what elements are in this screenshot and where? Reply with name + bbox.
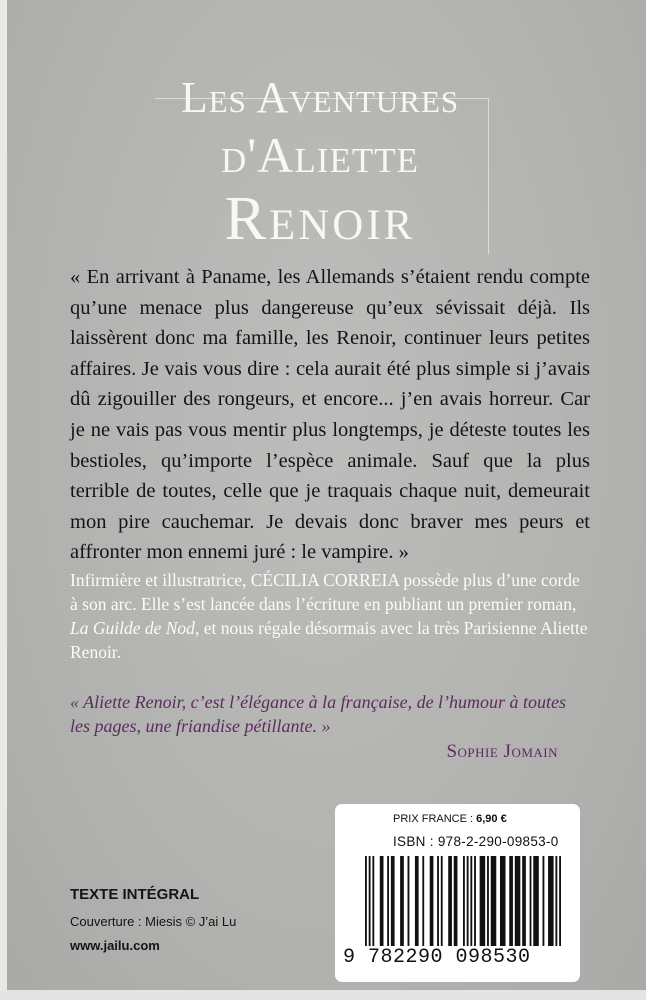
barcode-bar <box>533 856 539 946</box>
barcode-bar <box>500 856 506 946</box>
bio-text-before: Infirmière et illustratrice, CÉCILIA CORREIA possède plus d’une corde à son arc. Elle s’est lancée dans l’écriture en publiant un premier roman, <box>70 570 580 614</box>
barcode-bars <box>363 856 563 948</box>
barcode-bar <box>400 856 404 946</box>
barcode-bar <box>480 856 486 946</box>
texte-integral-label: TEXTE INTÉGRAL <box>70 886 200 903</box>
barcode-bar <box>408 856 410 946</box>
barcode-bar <box>487 856 489 946</box>
barcode-bar <box>543 856 545 946</box>
barcode-bar <box>387 856 389 946</box>
cover-credit: Couverture : Miesis © J’ai Lu <box>70 914 237 929</box>
barcode-bar <box>437 856 439 946</box>
title-line-3: Renoir <box>224 185 416 253</box>
barcode-bar <box>470 856 472 946</box>
title-line-1: Les Aventures <box>180 73 460 122</box>
barcode-bar <box>448 856 452 946</box>
barcode-bar <box>509 856 513 946</box>
barcode-bar <box>391 856 395 946</box>
barcode-bar <box>415 856 419 946</box>
price-line <box>393 813 507 825</box>
barcode-bar <box>559 856 561 946</box>
barcode-bar <box>522 856 526 946</box>
barcode-bar <box>548 856 554 946</box>
publisher-website: www.jailu.com <box>70 938 160 953</box>
barcode-bar <box>441 856 443 946</box>
price-label: PRIX FRANCE : <box>393 813 477 825</box>
review-quote: « Aliette Renoir, c’est l’élégance à la française, de l’humour à toutes les pages, une friandise pétillante. » <box>70 692 567 736</box>
title-line-2: d'Aliette <box>221 127 419 183</box>
barcode-bar <box>369 856 371 946</box>
barcode-bar <box>422 856 424 946</box>
review-author: Sophie Jomain <box>446 741 558 762</box>
page-edge-bottom <box>0 990 646 1000</box>
barcode-bar <box>454 856 458 946</box>
price-value: 6,90 € <box>476 813 507 825</box>
page-edge-left <box>0 0 7 1000</box>
barcode-number: 9 782290 098530 <box>343 946 531 969</box>
barcode-bar <box>530 856 532 946</box>
bio-text-after: , et nous régale désormais avec la très Parisienne Aliette Renoir. <box>70 618 588 662</box>
barcode-bar <box>372 856 374 946</box>
bio-book-title: La Guilde de Nod <box>70 618 195 638</box>
author-bio <box>70 568 590 664</box>
barcode-bar <box>365 856 367 946</box>
barcode-label <box>335 804 580 982</box>
excerpt-quote: « En arrivant à Paname, les Allemands s’étaient rendu compte qu’une menace plus dangereuse qu’eux sévissait déjà. Ils laissèrent donc ma famille, les Renoir, continuer leurs petites affaires. Je vais vous dire : cela aurait été plus simple si j’avais dû zigouiller des rongeurs, et encore... j’en avais horreur. Car je ne vais pas vous mentir plus longtemps, je déteste toutes les bestioles, qu’importe l’espèce animale. Sauf que la plus terrible de toutes, celle que je traquais chaque nuit, demeurait mon pire cauchemar. Je devais donc braver mes peurs et affronter mon ennemi juré : le vampire. » <box>70 266 590 564</box>
barcode-bar <box>430 856 434 946</box>
barcode-bar <box>515 856 521 946</box>
isbn-text: ISBN : 978-2-290-09853-0 <box>393 834 559 849</box>
barcode-bar <box>474 856 476 946</box>
barcode-bar <box>467 856 469 946</box>
barcode-bar <box>463 856 465 946</box>
barcode-bar <box>491 856 497 946</box>
barcode-bar <box>555 856 557 946</box>
barcode-bar <box>380 856 384 946</box>
